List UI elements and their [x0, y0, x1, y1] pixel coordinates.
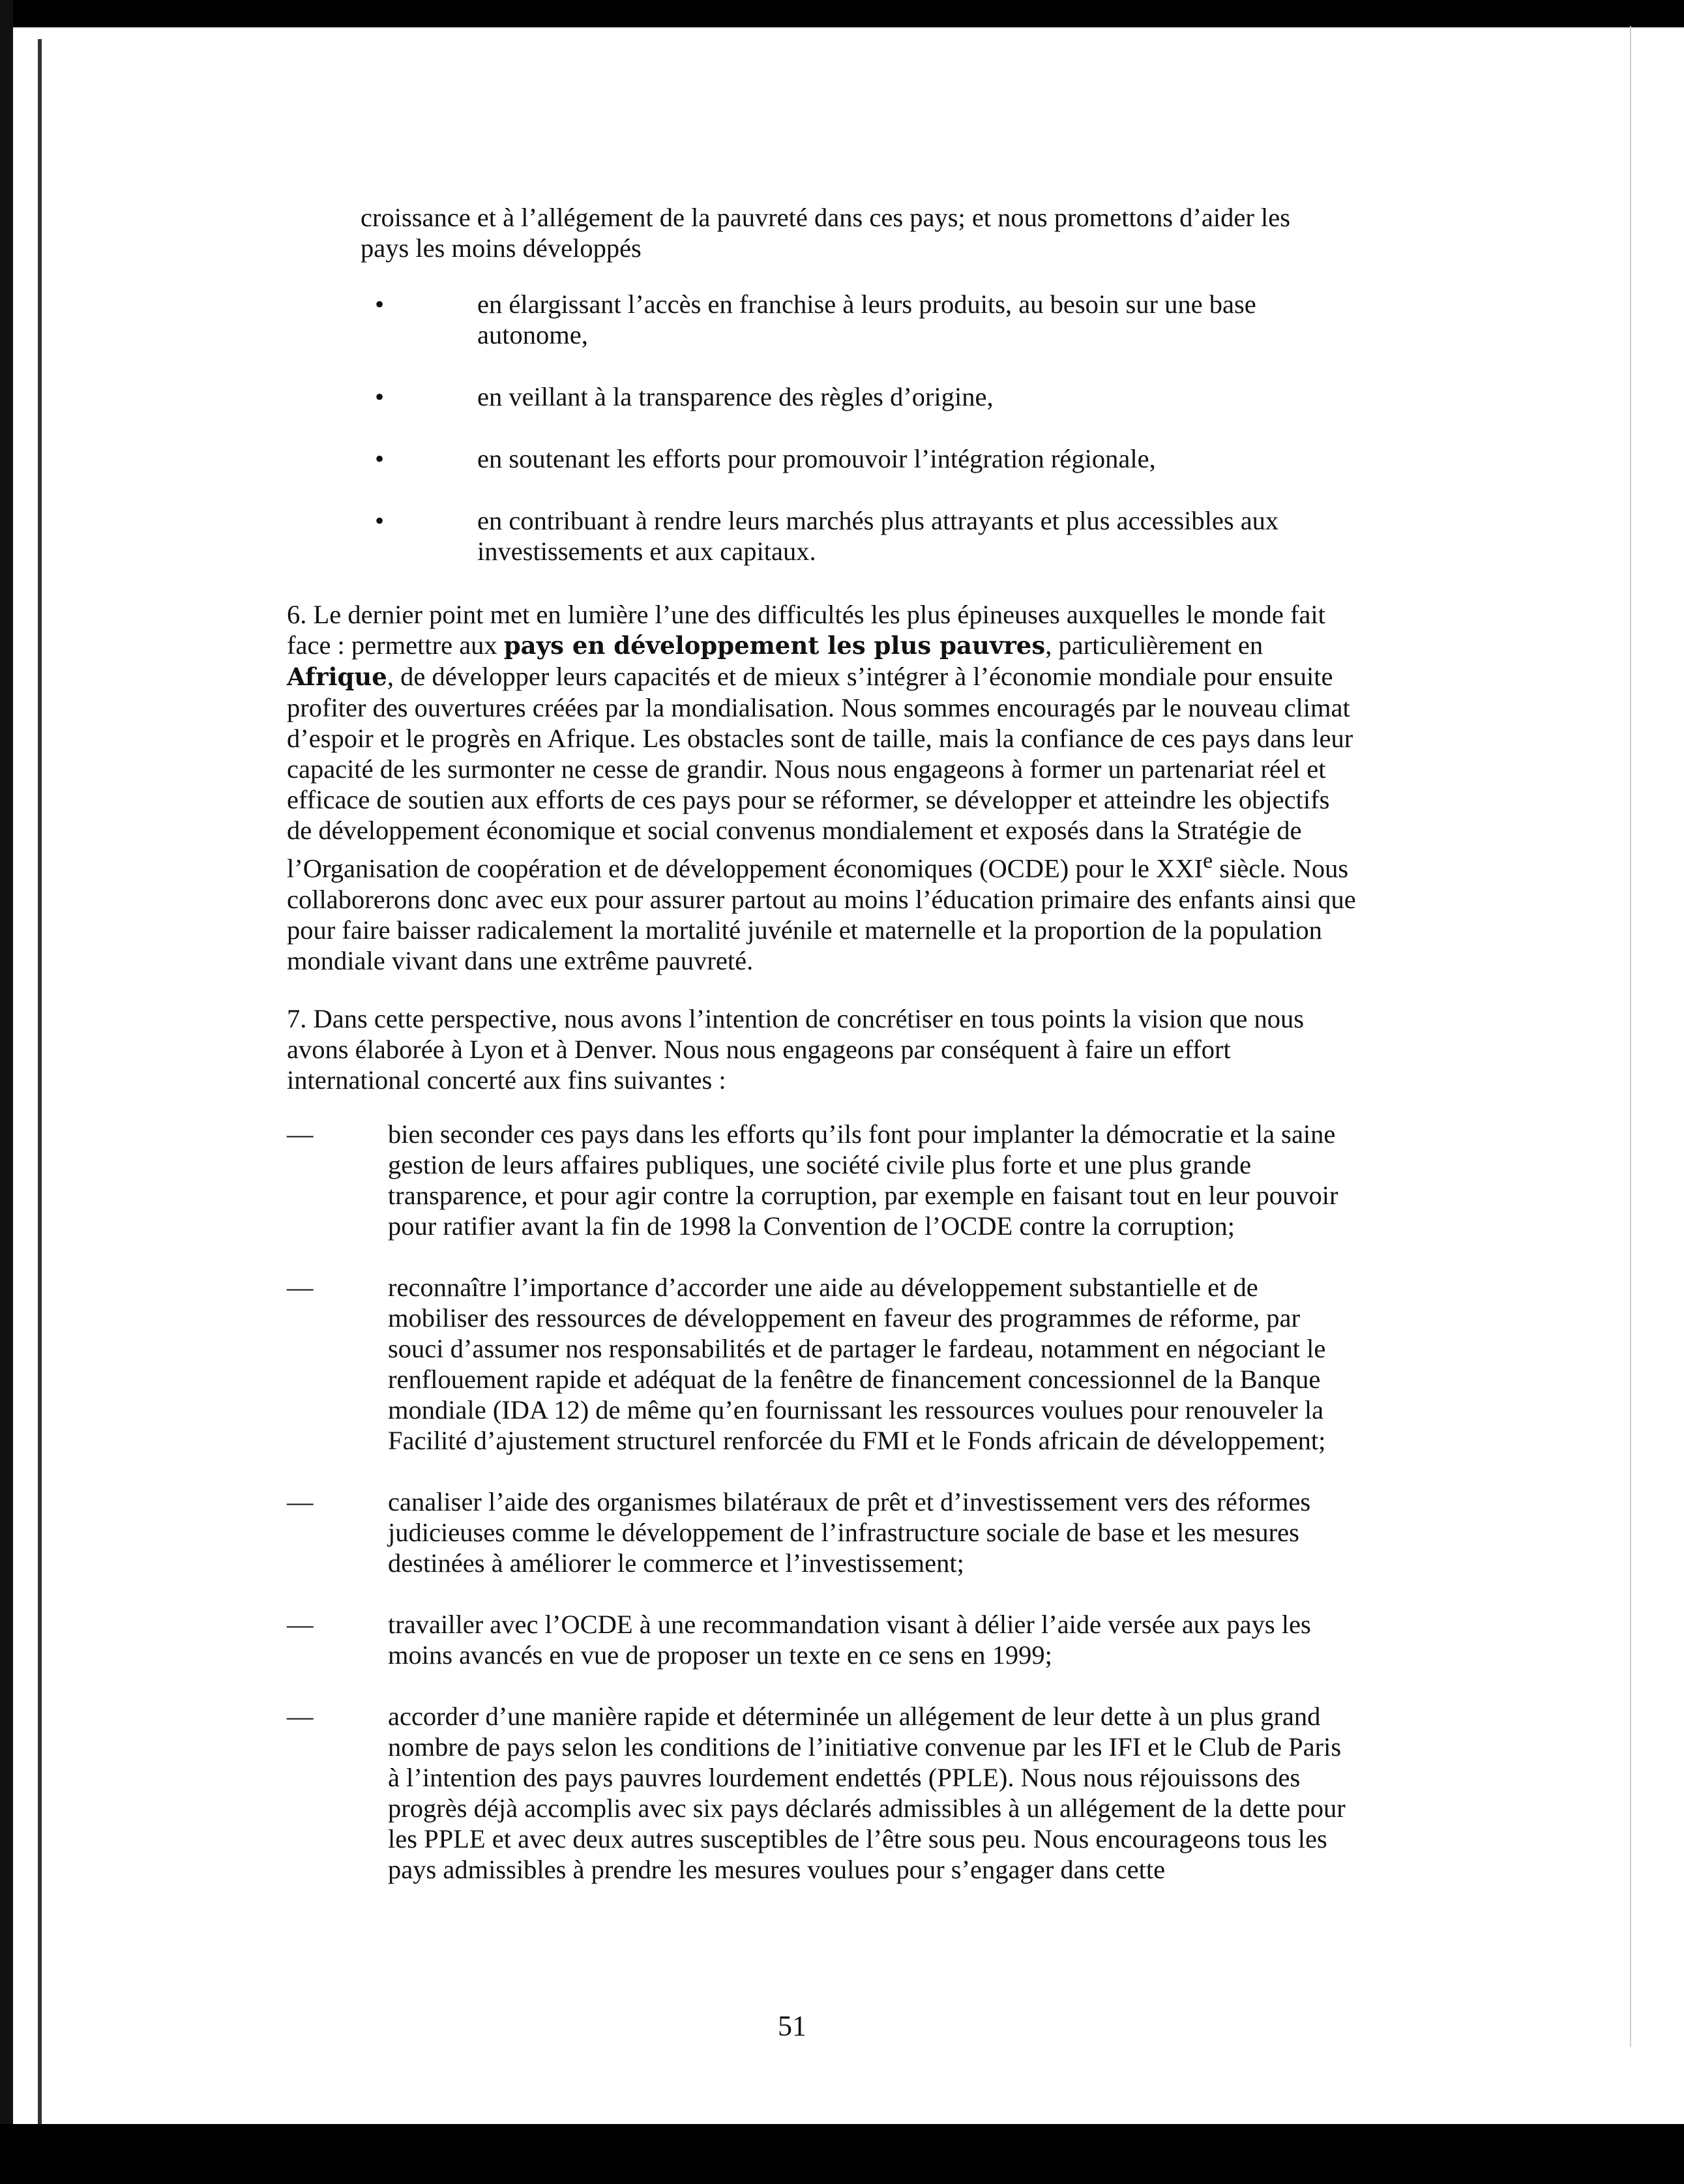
dash-item [287, 1609, 1356, 1670]
dash-marker: — [287, 1119, 314, 1149]
bullet-item [287, 505, 1356, 567]
paragraph-6-superscript: e [1203, 849, 1213, 873]
dash-text: canaliser l’aide des organismes bilatéraux de prêt et d’investissement vers des réformes judicieuses comme le développement de l’infrastructure sociale de base et les mesures destinées à améliorer le commerce et l’investissement; [388, 1486, 1311, 1578]
dash-marker: — [287, 1609, 314, 1639]
paragraph-6-part-b: , particulièrement en [1045, 630, 1263, 660]
bullet-item [287, 381, 1356, 412]
dash-text: bien seconder ces pays dans les efforts qu’ils font pour implanter la démocratie et la saine gestion de leurs affaires publiques, une société civile plus forte et une plus grande transparence, et pour agir contre la corruption, par exemple en faisant tout en leur pouvoir pour ratifier avant la fin de 1998 la Convention de l’OCDE contre la corruption; [388, 1119, 1338, 1241]
dash-text: travailler avec l’OCDE à une recommandation visant à délier l’aide versée aux pays les moins avancés en vue de proposer un texte en ce sens en 1999; [388, 1609, 1311, 1670]
bullet-item [287, 443, 1356, 474]
bullet-item [287, 289, 1356, 350]
intro-line-1: croissance et à l’allégement de la pauvreté dans ces pays; et nous promettons d’aider les [361, 203, 1290, 232]
dash-item [287, 1119, 1356, 1241]
dash-marker: — [287, 1701, 314, 1731]
document-page [287, 202, 1356, 1885]
paragraph-6-part-c: , de développer leurs capacités et de mieux s’intégrer à l’économie mondiale pour ensuite profiter des ouvertures créées par la mondialisation. Nous sommes encouragés par le nouveau climat d’espoir et le progrès en Afrique. Les obstacles sont de taille, mais la confiance de ces pays dans leur capacité de les surmonter ne cesse de grandir. Nous nous engageons à former un partenariat réel et efficace de soutien aux efforts de ces pays pour se réformer, se développer et atteindre les objectifs de développement économique et social convenus mondialement et exposés dans la Stratégie de l’Organisation de coopération et de développement économiques (OCDE) pour le XXI [287, 662, 1353, 883]
dash-item [287, 1272, 1356, 1456]
paragraph-6-bold-africa: Afrique [287, 662, 387, 691]
bullet-text: en élargissant l’accès en franchise à leurs produits, au besoin sur une base autonome, [477, 289, 1256, 349]
scan-border-top [0, 0, 1684, 27]
paragraph-6-bold-poor-countries: pays en développement les plus pauvres [503, 631, 1046, 660]
scan-border-bottom [0, 2124, 1684, 2184]
bullet-marker: • [375, 506, 385, 535]
bullet-marker: • [375, 382, 385, 411]
dash-text: accorder d’une manière rapide et déterminée un allégement de leur dette à un plus grand nombre de pays selon les conditions de l’initiative convenue par les IFI et le Club de Paris à l’intention des pays pauvres lourdement endettés (PPLE). Nous nous réjouissons des progrès déjà accomplis avec six pays déclarés admissibles à un allégement de la dette pour les PPLE et avec deux autres susceptibles de l’être sous peu. Nous encourageons tous les pays admissibles à prendre les mesures voulues pour s’engager dans cette [388, 1701, 1346, 1884]
scan-binding-shadow [38, 39, 42, 2125]
dash-item [287, 1701, 1356, 1885]
bullet-text: en contribuant à rendre leurs marchés plus attrayants et plus accessibles aux investissements et aux capitaux. [477, 506, 1279, 566]
page-number: 51 [778, 2010, 806, 2042]
paragraph-7: 7. Dans cette perspective, nous avons l’intention de concrétiser en tous points la vision que nous avons élaborée à Lyon et à Denver. Nous nous engageons par conséquent à faire un effort international concerté aux fins suivantes : [287, 1003, 1305, 1095]
paragraph-6 [287, 599, 1356, 976]
paragraph-6-part-d: siècle. Nous collaborerons donc avec eux pour assurer partout au moins l’éducation primaire des enfants ainsi que pour faire baisser radicalement la mortalité juvénile et maternelle et la proportion de la population mondiale vivant dans une extrême pauvreté. [287, 853, 1356, 975]
bullet-marker: • [375, 289, 385, 319]
paragraph-6-part-a: 6. Le dernier point met en lumière l’une des difficultés les plus épineuses auxquelles le monde fait face : permettre aux [287, 600, 1325, 660]
dash-text: reconnaître l’importance d’accorder une aide au développement substantielle et de mobiliser des ressources de développement en faveur des programmes de réforme, par souci d’assumer nos responsabilités et de partager le fardeau, notamment en négociant le renflouement rapide et adéquat de la fenêtre de financement concessionnel de la Banque mondiale (IDA 12) de même qu’en fournissant les ressources voulues pour renouveler la Facilité d’ajustement structurel renforcée du FMI et le Fonds africain de développement; [388, 1272, 1326, 1455]
bullet-marker: • [375, 444, 385, 473]
intro-line-2: pays les moins développés [361, 233, 642, 263]
bullet-text: en veillant à la transparence des règles d’origine, [477, 382, 994, 411]
dash-marker: — [287, 1272, 314, 1302]
bullet-text: en soutenant les efforts pour promouvoir l’intégration régionale, [477, 444, 1156, 473]
scan-border-left [0, 0, 13, 2184]
scan-page-edge [1630, 26, 1631, 2047]
dash-marker: — [287, 1486, 314, 1516]
dash-item [287, 1486, 1356, 1578]
